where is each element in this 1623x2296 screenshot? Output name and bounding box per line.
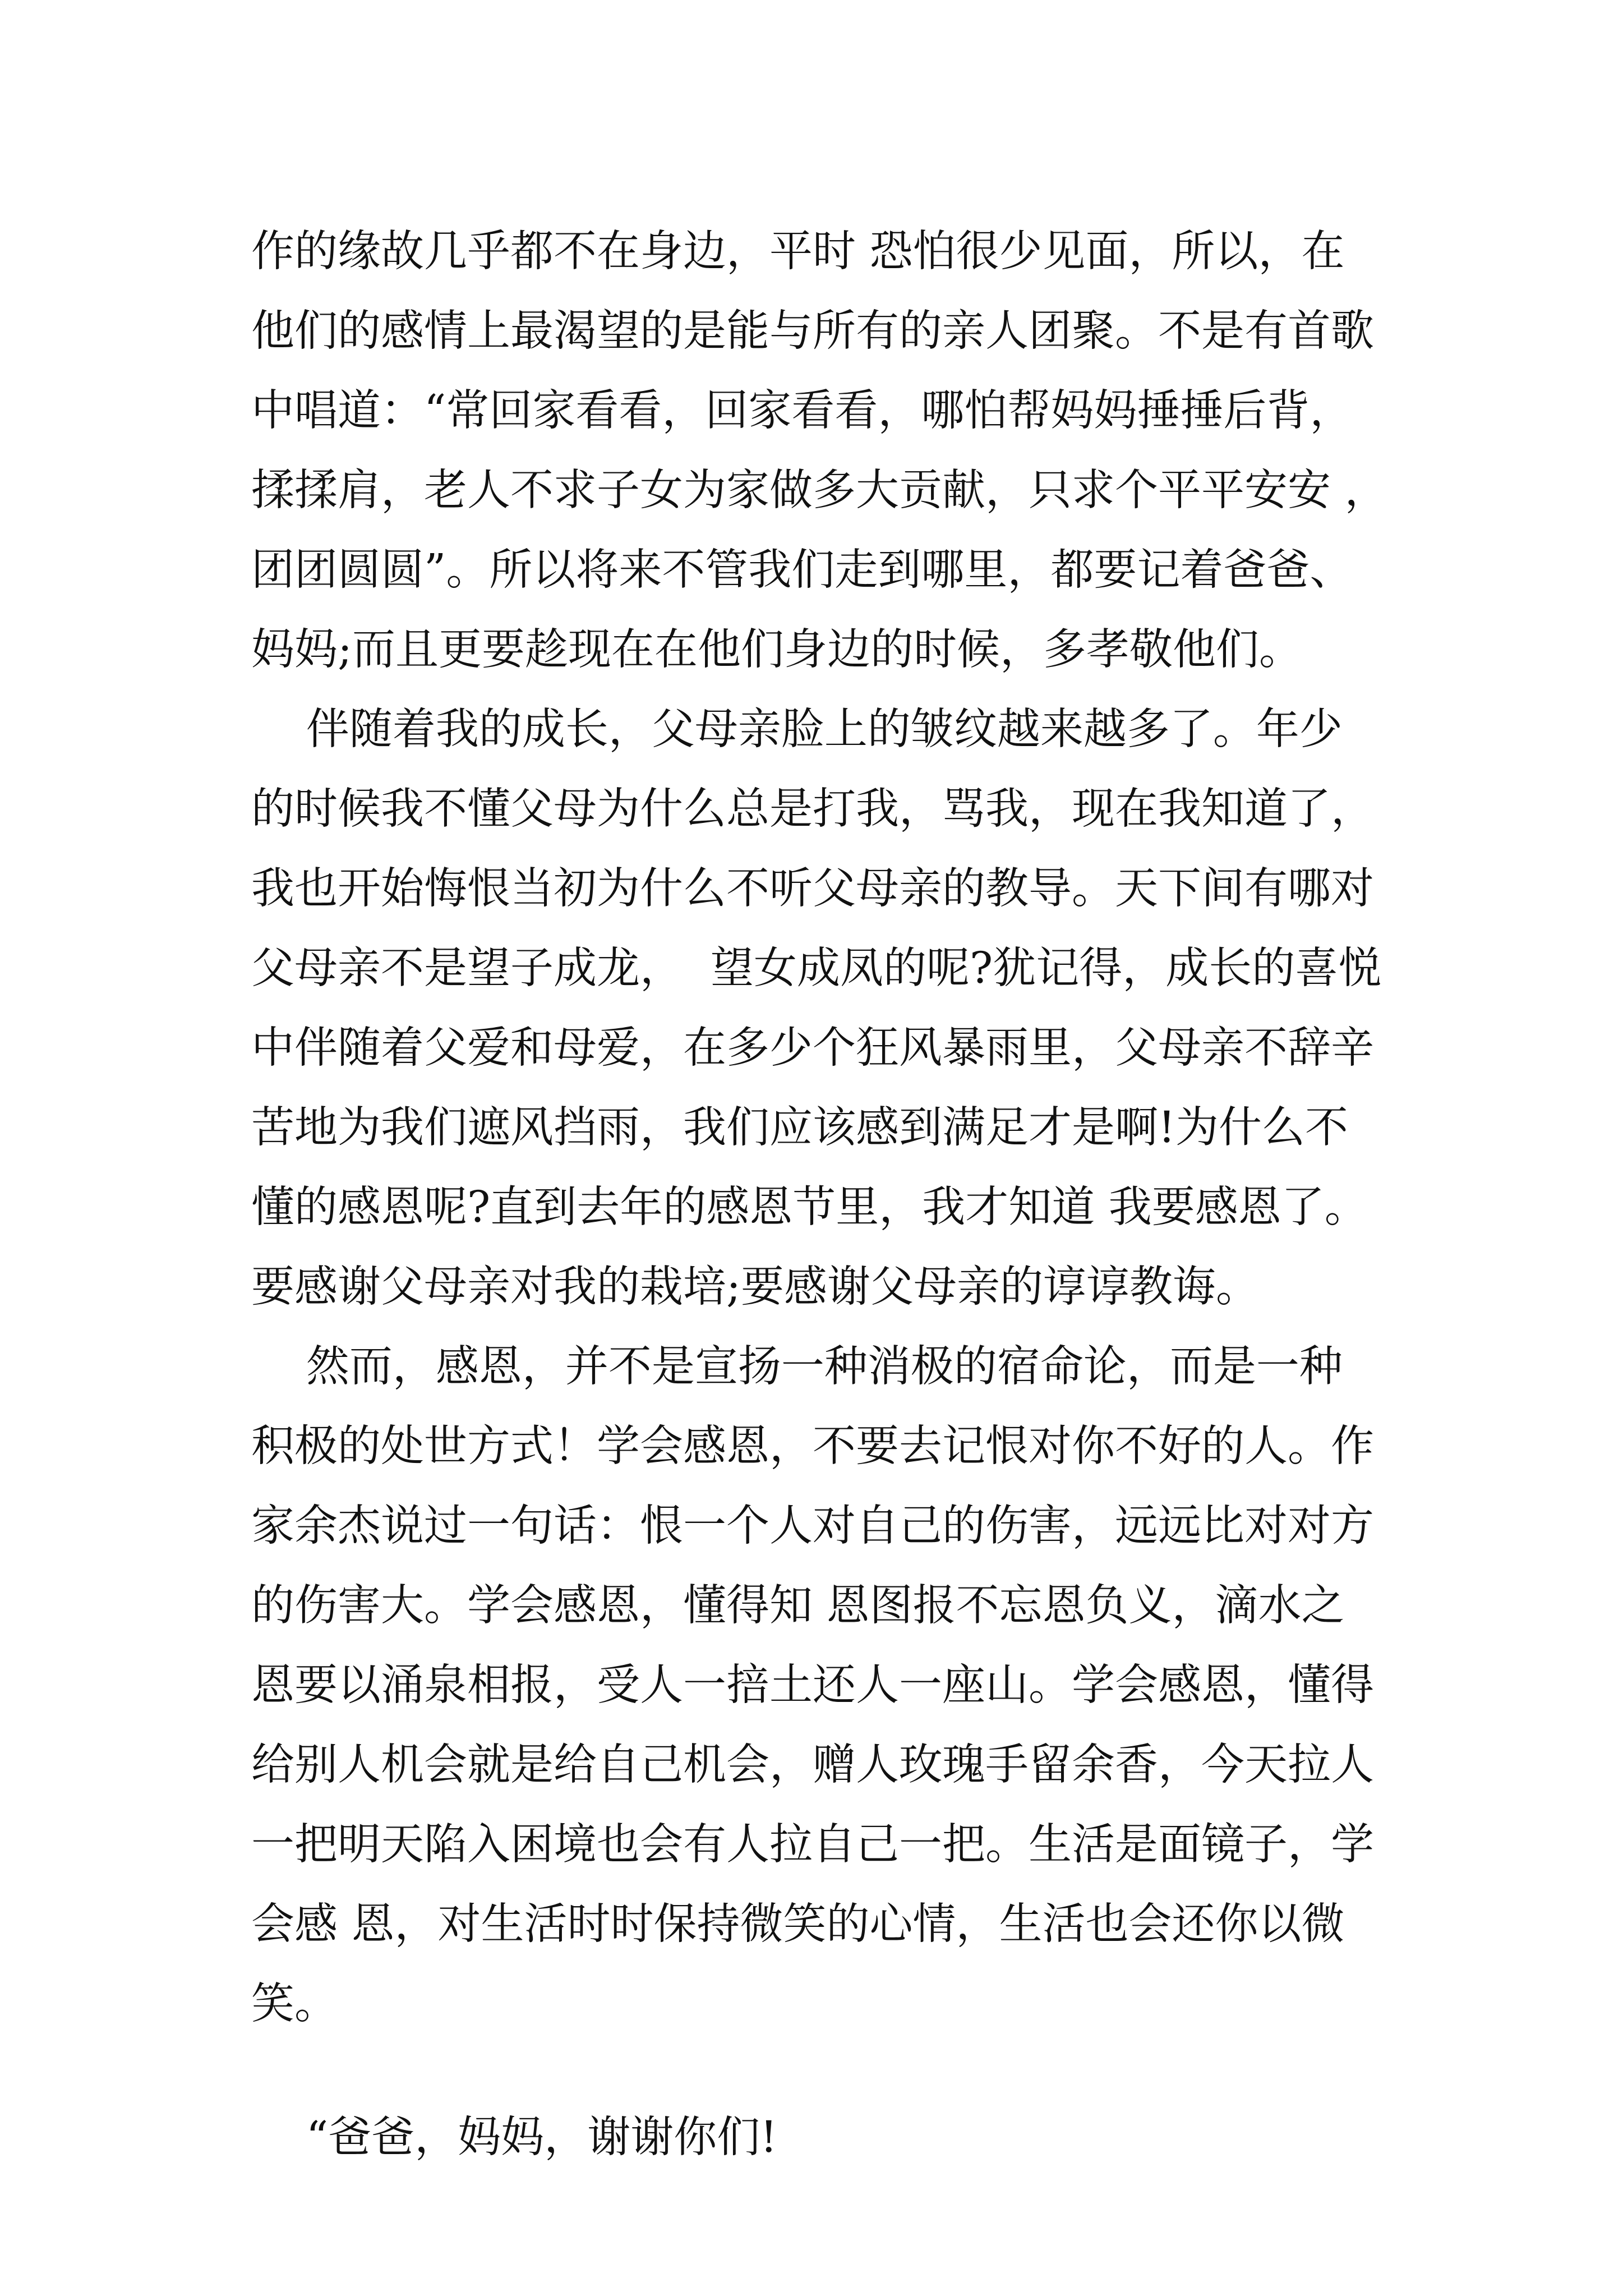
paragraph-gap — [251, 2044, 1407, 2098]
text-line: 恩要以涌泉相报，受人一掊土还人一座山。学会感恩，懂得 — [251, 1660, 1374, 1710]
text-line: 团团圆圆”。所以将来不管我们走到哪里，都要记着爸爸、 — [251, 545, 1353, 595]
text-line: 他们的感情上最渴望的是能与所有的亲人团聚。不是有首歌 — [251, 306, 1374, 356]
text-line: 苦地为我们遮风挡雨，我们应该感到满足才是啊!为什么不 — [251, 1103, 1348, 1153]
text-line: 我也开始悔恨当初为什么不听父母亲的教导。天下间有哪对 — [251, 864, 1374, 914]
text-line: 然而，感恩，并不是宣扬一种消极的宿命论，而是一种 — [251, 1342, 1343, 1392]
text-line: 中伴随着父爱和母爱，在多少个狂风暴雨里，父母亲不辞辛 — [251, 1023, 1374, 1073]
text-line: 的伤害大。学会感恩，懂得知 恩图报不忘恩负义，滴水之 — [251, 1581, 1345, 1631]
text-line: 作的缘故几乎都不在身边，平时 恐怕很少见面，所以，在 — [251, 227, 1345, 277]
text-line: 妈妈;而且更要趁现在在他们身边的时候，多孝敬他们。 — [251, 625, 1302, 675]
text-line: 给别人机会就是给自己机会，赠人玫瑰手留余香，今天拉人 — [251, 1740, 1374, 1790]
text-line: 伴随着我的成长，父母亲脸上的皱纹越来越多了。年少 — [251, 705, 1343, 754]
text-line: 会感 恩，对生活时时保持微笑的心情，生活也会还你以微 — [251, 1899, 1345, 1949]
text-line: 笑。 — [251, 1979, 338, 2029]
text-line: “爸爸，妈妈，谢谢你们! — [251, 2113, 778, 2162]
text-line: 懂的感恩呢?直到去年的感恩节里，我才知道 我要感恩了。 — [251, 1182, 1368, 1232]
text-line: 父母亲不是望子成龙， 望女成凤的呢?犹记得，成长的喜悦 — [251, 944, 1382, 993]
text-line: 一把明天陷入困境也会有人拉自己一把。生活是面镜子，学 — [251, 1820, 1374, 1870]
text-line: 积极的处世方式！学会感恩，不要去记恨对你不好的人。作 — [251, 1421, 1374, 1471]
text-line: 家余杰说过一句话：恨一个人对自己的伤害，远远比对对方 — [251, 1501, 1374, 1551]
text-line: 要感谢父母亲对我的栽培;要感谢父母亲的谆谆教诲。 — [251, 1262, 1259, 1312]
text-line: 中唱道：“常回家看看，回家看看，哪怕帮妈妈捶捶后背， — [251, 386, 1353, 436]
body-text — [251, 212, 1407, 2178]
text-line: 揉揉肩，老人不求子女为家做多大贡献，只求个平平安安 ， — [251, 466, 1388, 516]
text-line: 的时候我不懂父母为什么总是打我，骂我，现在我知道了， — [251, 784, 1374, 834]
